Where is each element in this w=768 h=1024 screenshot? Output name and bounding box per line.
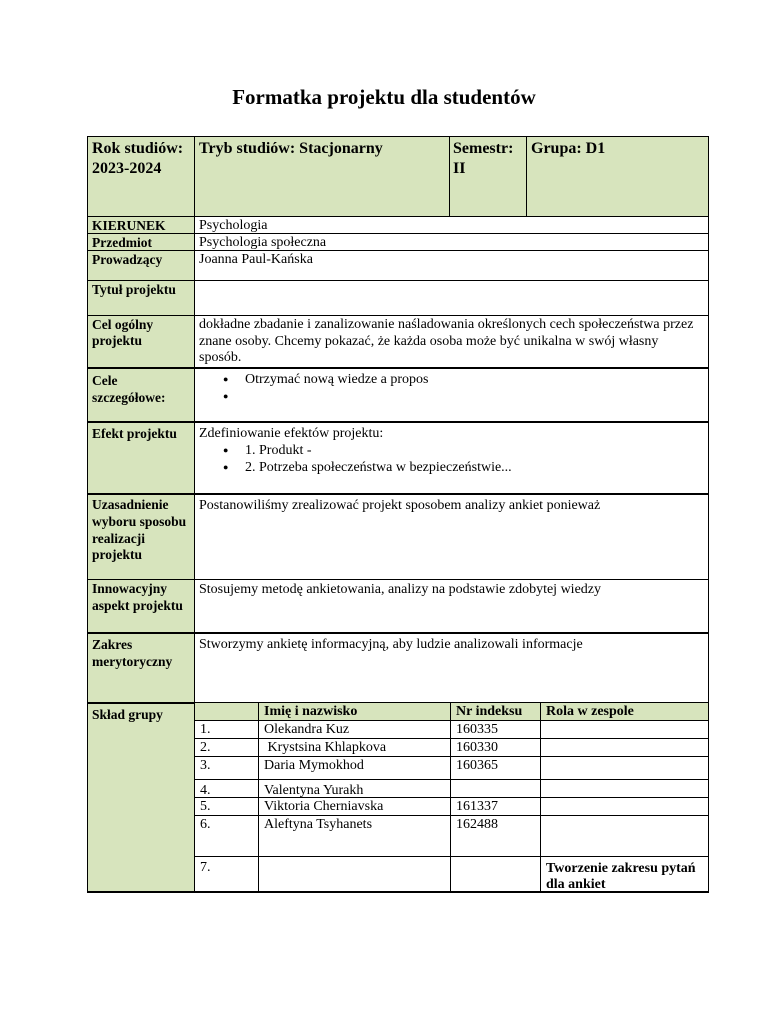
cele-szczegolowe-value-cell xyxy=(194,367,709,422)
innowacyjny-label: Innowacyjny aspekt projektu xyxy=(92,581,183,613)
group-col-header-role: Rola w zespole xyxy=(540,702,709,721)
table-row-no: 5. xyxy=(194,797,259,816)
table-row-no: 2. xyxy=(194,738,259,757)
rok-label: Rok studiów: 2023-2024 xyxy=(92,140,184,177)
table-row-name: Olekandra Kuz xyxy=(258,720,451,739)
innowacyjny-value: Stosujemy metodę ankietowania, analizy na podstawie zdobytej wiedzy xyxy=(199,582,601,597)
table-row-name: Aleftyna Tsyhanets xyxy=(258,815,451,857)
tryb-label: Tryb studiów: Stacjonarny xyxy=(199,140,383,157)
zakres-label-cell xyxy=(87,632,195,703)
table-row-index: 162488 xyxy=(450,815,541,857)
semestr-label: Semestr: II xyxy=(453,140,514,177)
efekt-value-cell xyxy=(194,421,709,494)
table-row-role xyxy=(540,797,709,816)
header-rok-cell xyxy=(87,136,195,217)
zakres-value-cell xyxy=(194,632,709,703)
efekt-intro: Zdefiniowanie efektów projektu: xyxy=(199,426,384,441)
table-row-role xyxy=(540,756,709,780)
cel-ogolny-label-cell xyxy=(87,315,195,368)
kierunek-label: KIERUNEK xyxy=(92,218,166,233)
kierunek-value: Psychologia xyxy=(199,218,268,233)
zakres-value: Stworzymy ankietę informacyjną, aby ludzie analizowali informacje xyxy=(199,637,583,652)
group-table xyxy=(194,702,709,893)
cel-ogolny-label: Cel ogólny projektu xyxy=(92,317,154,348)
table-row-no: 3. xyxy=(194,756,259,780)
tytul-value-cell xyxy=(194,280,709,316)
table-row-index: 161337 xyxy=(450,797,541,816)
cele-szczegolowe-label: Cele szczegółowe: xyxy=(92,373,166,405)
table-row-role xyxy=(540,815,709,857)
innowacyjny-label-cell xyxy=(87,579,195,633)
table-row-role: Tworzenie zakresu pytań dla ankiet xyxy=(540,856,709,893)
tytul-label: Tytuł projektu xyxy=(92,282,176,297)
zakres-label: Zakres merytoryczny xyxy=(92,637,173,669)
list-item: ● 1. Produkt - xyxy=(199,442,704,459)
prowadzacy-value-cell xyxy=(194,250,709,281)
table-row-name: Viktoria Cherniavska xyxy=(258,797,451,816)
group-col-header-no xyxy=(194,702,259,721)
tytul-label-cell xyxy=(87,280,195,316)
table-row-index: 160335 xyxy=(450,720,541,739)
header-grupa-cell xyxy=(526,136,709,217)
table-row-no: 4. xyxy=(194,779,259,798)
sklad-grupy-label-cell xyxy=(87,702,195,893)
uzasadnienie-label: Uzasadnienie wyboru sposobu realizacji projektu xyxy=(92,497,187,563)
prowadzacy-label-cell xyxy=(87,250,195,281)
uzasadnienie-label-cell xyxy=(87,493,195,580)
table-row-no: 1. xyxy=(194,720,259,739)
table-row-index: 160330 xyxy=(450,738,541,757)
przedmiot-label: Przedmiot xyxy=(92,235,152,250)
table-row-no: 6. xyxy=(194,815,259,857)
efekt-label-cell xyxy=(87,421,195,494)
cele-szczegolowe-list xyxy=(199,371,704,405)
table-row-no: 7. xyxy=(194,856,259,893)
uzasadnienie-value: Postanowiliśmy zrealizować projekt sposobem analizy ankiet ponieważ xyxy=(199,498,601,513)
table-row-role xyxy=(540,720,709,739)
list-item xyxy=(199,388,704,405)
group-col-header-index: Nr indeksu xyxy=(450,702,541,721)
cel-ogolny-value-cell xyxy=(194,315,709,368)
sklad-grupy-label: Skład grupy xyxy=(92,707,163,722)
prowadzacy-label: Prowadzący xyxy=(92,252,163,267)
header-tryb-cell xyxy=(194,136,450,217)
header-semestr-cell xyxy=(449,136,527,217)
table-row-name: Daria Mymokhod xyxy=(258,756,451,780)
efekt-list xyxy=(199,442,704,476)
kierunek-label-cell xyxy=(87,216,195,234)
document-title: Formatka projektu dla studentów xyxy=(232,85,536,109)
grupa-label: Grupa: D1 xyxy=(531,140,606,157)
efekt-label: Efekt projektu xyxy=(92,426,177,441)
table-row-name xyxy=(258,856,451,893)
przedmiot-value: Psychologia społeczna xyxy=(199,235,327,250)
group-col-header-name: Imię i nazwisko xyxy=(258,702,451,721)
table-row-name: Krystsina Khlapkova xyxy=(258,738,451,757)
uzasadnienie-value-cell xyxy=(194,493,709,580)
table-row-role xyxy=(540,779,709,798)
prowadzacy-value: Joanna Paul-Kańska xyxy=(199,252,313,267)
table-row-index xyxy=(450,779,541,798)
przedmiot-value-cell xyxy=(194,233,709,251)
table-row-index: 160365 xyxy=(450,756,541,780)
cele-szczegolowe-label-cell xyxy=(87,367,195,422)
table-row-name: Valentyna Yurakh xyxy=(258,779,451,798)
kierunek-value-cell xyxy=(194,216,709,234)
cel-ogolny-value: dokładne zbadanie i zanalizowanie naśladowania określonych cech społeczeństwa przez znane osoby. Chcemy pokazać, że każda osoba może być unikalna w swój własny sposób. xyxy=(199,317,694,365)
table-row-role xyxy=(540,738,709,757)
list-item: ● 2. Potrzeba społeczeństwa w bezpieczeństwie... xyxy=(199,459,704,476)
przedmiot-label-cell xyxy=(87,233,195,251)
innowacyjny-value-cell xyxy=(194,579,709,633)
table-row-index xyxy=(450,856,541,893)
list-item: ● Otrzymać nową wiedze a propos xyxy=(199,371,704,388)
